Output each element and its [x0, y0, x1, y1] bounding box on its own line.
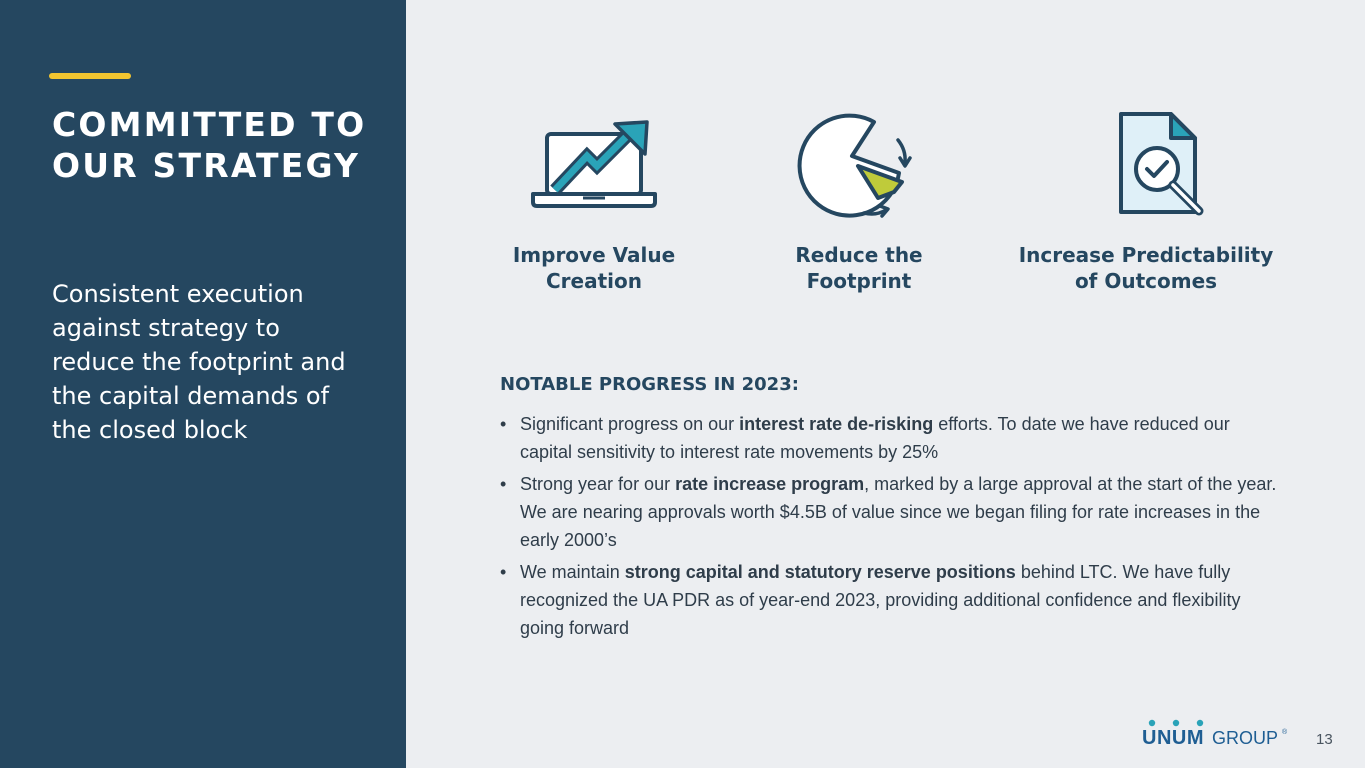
accent-bar — [49, 73, 131, 79]
progress-bullet — [500, 410, 1280, 466]
document-check-magnifier-icon — [1081, 110, 1211, 222]
page-number: 13 — [1316, 731, 1333, 748]
description-line: against strategy to — [52, 314, 280, 342]
unum-group-logo — [1142, 718, 1290, 748]
bullet-highlight: rate increase program — [675, 474, 865, 494]
pillar-reduce-footprint — [739, 110, 979, 294]
left-panel — [0, 0, 406, 768]
description-line: Consistent execution — [52, 280, 304, 308]
pillar-label-line: Footprint — [806, 269, 912, 293]
pillar-label-line: of Outcomes — [1074, 269, 1218, 293]
progress-heading: NOTABLE PROGRESS IN 2023: — [500, 374, 799, 395]
pillar-label — [1016, 242, 1276, 294]
pillar-label — [739, 242, 979, 294]
description-line: reduce the footprint and — [52, 348, 346, 376]
svg-text:GROUP: GROUP — [1212, 728, 1279, 748]
progress-list — [500, 410, 1280, 646]
pillar-improve-value — [474, 110, 714, 294]
progress-bullet — [500, 470, 1280, 554]
pillar-label-line: Increase Predictability — [1018, 243, 1274, 267]
page-title — [52, 104, 382, 186]
title-line: OUR STRATEGY — [52, 146, 361, 185]
bullet-highlight: interest rate de-risking — [739, 414, 934, 434]
bullet-text: Significant progress on our — [520, 414, 740, 434]
progress-bullet — [500, 558, 1280, 642]
pillar-increase-predictability — [1016, 110, 1276, 294]
pillar-label-line: Improve Value — [512, 243, 676, 267]
pillar-label-line: Creation — [546, 269, 642, 293]
bullet-highlight: strong capital and statutory reserve positions — [624, 562, 1016, 582]
pillar-label — [474, 242, 714, 294]
pie-reduce-icon — [794, 110, 924, 222]
laptop-growth-arrow-icon — [529, 110, 659, 222]
bullet-text: efforts. To date we have reduced our capital sensitivity to interest rate movements by 25% — [520, 414, 1230, 462]
bullet-text: We maintain — [520, 562, 625, 582]
svg-text:UNUM: UNUM — [1142, 727, 1204, 748]
description-line: the closed block — [52, 416, 248, 444]
bullet-text: , marked by a large approval at the start of the year. We are nearing approvals worth $4.5B of value since we began filing for rate increases in the early 2000’s — [520, 474, 1277, 550]
title-line: COMMITTED TO — [52, 105, 367, 144]
bullet-text: Strong year for our — [520, 474, 676, 494]
svg-text:®: ® — [1282, 729, 1288, 736]
pillar-label-line: Reduce the — [795, 243, 923, 267]
strategy-description — [52, 277, 372, 447]
description-line: the capital demands of — [52, 382, 330, 410]
bullet-text: behind LTC. We have fully recognized the UA PDR as of year-end 2023, providing additional confidence and flexibility going forward — [520, 562, 1241, 638]
